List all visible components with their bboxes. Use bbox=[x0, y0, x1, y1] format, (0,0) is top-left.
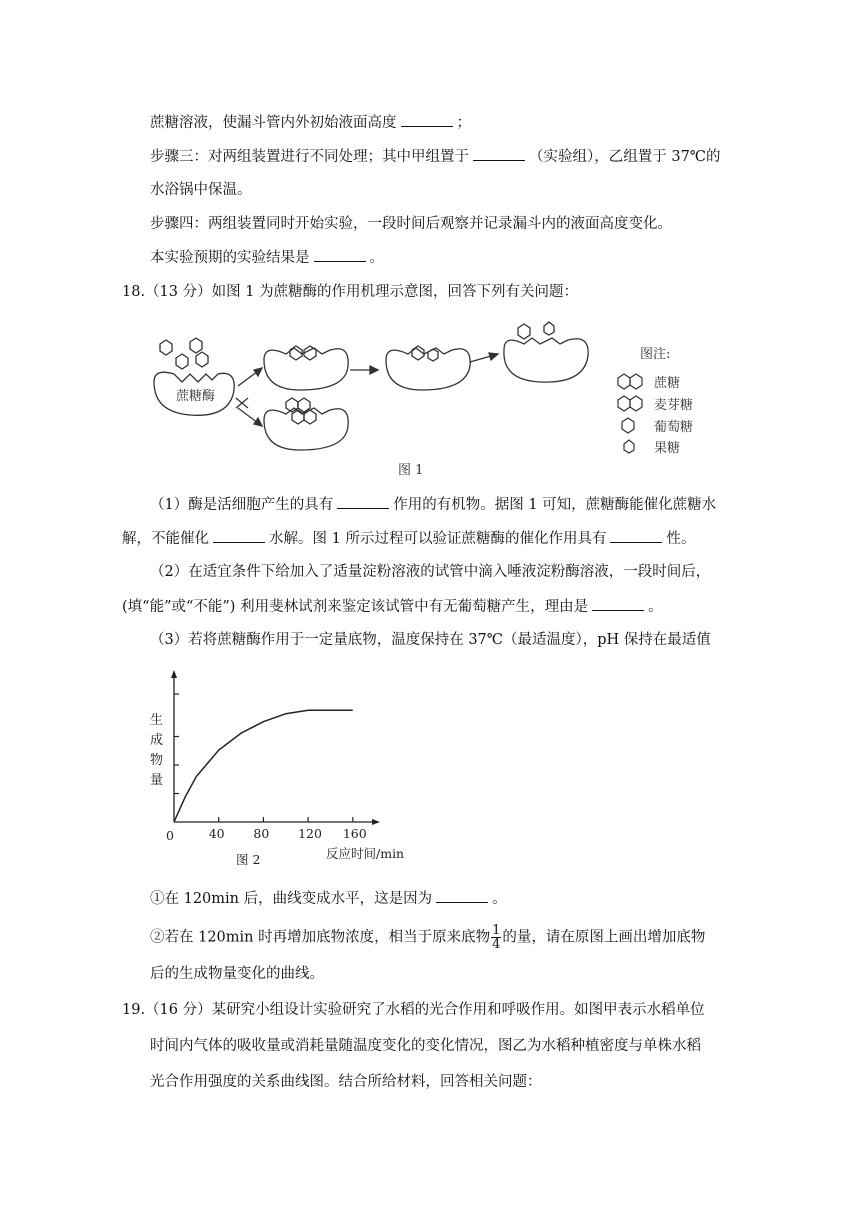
enzyme-label: 蔗糖酶 bbox=[176, 389, 216, 404]
legend-glucose: 葡萄糖 bbox=[654, 420, 694, 435]
product-curve bbox=[174, 710, 353, 822]
q18-part3: （3）若将蔗糖酶作用于一定量底物，温度保持在 37℃（最适温度），pH 保持在最适值 bbox=[150, 632, 711, 648]
q18-sub2-cont: 后的生成物量变化的曲线。 bbox=[150, 966, 324, 982]
origin-label: 0 bbox=[166, 828, 174, 843]
answer-blank[interactable] bbox=[314, 247, 366, 262]
figure-2-chart bbox=[140, 668, 420, 878]
answer-blank[interactable] bbox=[610, 528, 662, 543]
q18-part2: （2）在适宜条件下给加入了适量淀粉溶液的试管中滴入唾液淀粉酶溶液，一段时间后， bbox=[150, 564, 711, 580]
q18-part2-cont: (填“能”或“不能”) 利用斐林试剂来鉴定该试管中有无葡萄糖产生，理由是 。 bbox=[122, 596, 663, 617]
q18-part1-cont: 解，不能催化 水解。图 1 所示过程可以验证蔗糖酶的催化作用具有 性。 bbox=[122, 528, 695, 549]
y-axis-arrow bbox=[171, 670, 177, 678]
step2-tail: 蔗糖溶液，使漏斗管内外初始液面高度 ； bbox=[150, 112, 471, 133]
answer-blank[interactable] bbox=[473, 146, 525, 161]
q19-line3: 光合作用强度的关系曲线图。结合所给材料，回答相关问题： bbox=[150, 1074, 542, 1090]
y-label-char: 生 bbox=[150, 713, 164, 728]
legend-fructose: 果糖 bbox=[654, 441, 681, 456]
y-label-char: 量 bbox=[150, 773, 164, 788]
fraction-one-quarter: $\frac{1}{4}$ bbox=[492, 923, 501, 952]
y-label-char: 成 bbox=[150, 733, 164, 748]
answer-blank[interactable] bbox=[401, 112, 453, 127]
step3-cont: 水浴锅中保温。 bbox=[150, 182, 252, 198]
step4: 步骤四：两组装置同时开始实验，一段时间后观察并记录漏斗内的液面高度变化。 bbox=[150, 216, 672, 232]
answer-blank[interactable] bbox=[337, 494, 389, 509]
figure-2-caption: 图 2 bbox=[236, 852, 261, 867]
q18-part1: （1）酶是活细胞产生的具有 作用的有机物。据图 1 可知，蔗糖酶能催化蔗糖水 bbox=[150, 494, 716, 515]
q18-sub1: ①在 120min 后，曲线变成水平，这是因为 。 bbox=[150, 888, 507, 909]
answer-blank[interactable] bbox=[436, 888, 488, 903]
step3: 步骤三：对两组装置进行不同处理；其中甲组置于 （实验组），乙组置于 37℃的 bbox=[150, 146, 721, 167]
figure-1-caption: 图 1 bbox=[398, 463, 424, 478]
x-tick-label: 160 bbox=[342, 826, 367, 841]
legend-icons bbox=[618, 374, 642, 453]
x-tick-label: 40 bbox=[208, 826, 225, 841]
legend-maltose: 麦芽糖 bbox=[654, 398, 694, 413]
q18-sub2: ②若在 120min 时再增加底物浓度，相当于原来底物 $\frac{1}{4}$ 的量，请在原图上画出增加底物 bbox=[150, 923, 706, 952]
expected-result: 本实验预期的实验结果是 。 bbox=[150, 247, 384, 268]
answer-blank[interactable] bbox=[592, 596, 644, 611]
legend-sucrose: 蔗糖 bbox=[654, 376, 681, 391]
x-tick-label: 80 bbox=[253, 826, 270, 841]
q18-title: 18.（13 分）如图 1 为蔗糖酶的作用机理示意图，回答下列有关问题： bbox=[122, 284, 579, 300]
x-axis-arrow bbox=[372, 819, 380, 825]
q19-line1: 19.（16 分）某研究小组设计实验研究了水稻的光合作用和呼吸作用。如图甲表示水稻单位 bbox=[122, 1002, 705, 1018]
answer-blank[interactable] bbox=[213, 528, 265, 543]
figure-1-diagram bbox=[140, 320, 720, 480]
x-axis-label: 反应时间/min bbox=[326, 846, 405, 861]
legend-title: 图注: bbox=[640, 347, 671, 362]
q19-line2: 时间内气体的吸收量或消耗量随温度变化的变化情况，图乙为水稻种植密度与单株水稻 bbox=[150, 1038, 701, 1054]
x-tick-label: 120 bbox=[298, 826, 322, 841]
y-label-char: 物 bbox=[150, 753, 164, 768]
